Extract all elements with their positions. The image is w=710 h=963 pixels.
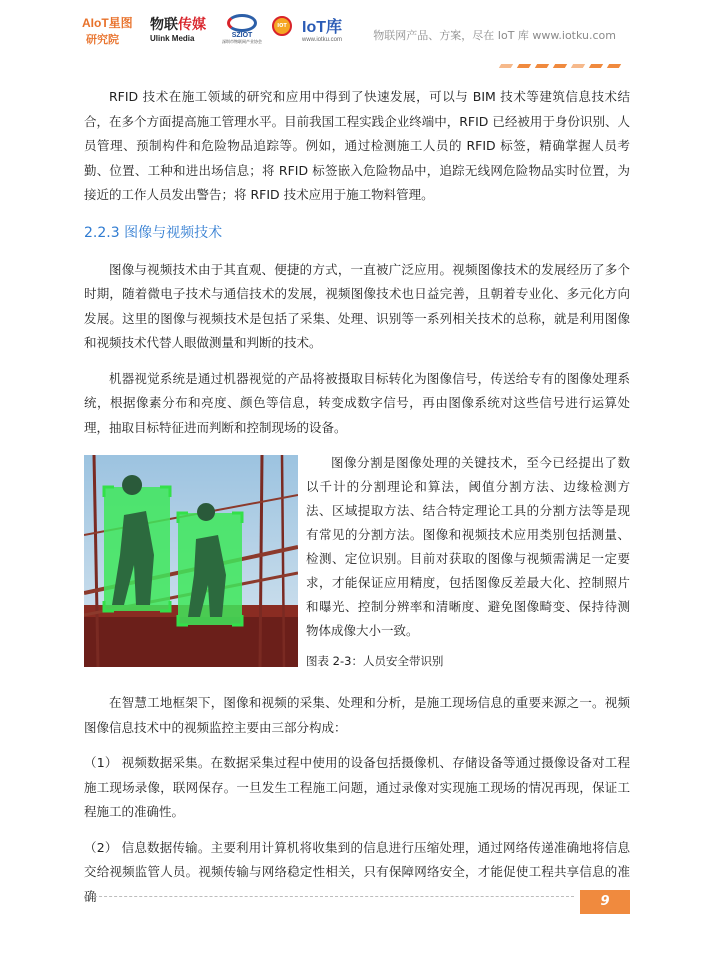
iotku-logo-url: www.iotku.com <box>302 37 343 43</box>
figure-caption: 图表 2-3：人员安全带识别 <box>306 654 444 668</box>
paragraph-rfid: RFID 技术在施工领域的研究和应用中得到了快速发展，可以与 BIM 技术等建筑信息技术结合，在多个方面提高施工管理水平。目前我国工程实践企业终端中，RFID 已经被用于身份识别、人员管理、预制构件和危险物品追踪等。例如，通过检测施工人员的 RFID 标签，精确掌握人员考勤、位置、工种和进出场信息；将 RFID 标签嵌入危险物品中，追踪无线网危险物品实时位置，为接近的工作人员发出警告；将 RFID 技术应用于施工物料管理。 <box>84 89 630 202</box>
ulink-logo-text-b: 传媒 <box>178 17 206 33</box>
list-item-text: 视频数据采集。在数据采集过程中使用的设备包括摄像机、存储设备等通过摄像设备对工程施工现场录像，联网保存。一旦发生工程施工问题，通过录像对实现施工现场的情况再现，保证工程施工的准确性。 <box>84 755 630 819</box>
page-number: 9 <box>580 890 630 914</box>
ulink-media-logo <box>150 14 210 43</box>
header-slogan: 物联网产品、方案，尽在 IoT 库 www.iotku.com <box>373 29 616 42</box>
round-badge-icon: IOT <box>272 16 292 36</box>
aiot-logo-subtitle: 研究院 <box>86 33 119 46</box>
paragraph-smart-site: 在智慧工地框架下，图像和视频的采集、处理和分析，是施工现场信息的重要来源之一。视频图像信息技术中的视频监控主要由三部分构成： <box>84 695 630 735</box>
sziot-logo-text: SZIOT <box>231 32 253 39</box>
aiot-logo <box>82 14 140 44</box>
paragraph-machine-vision: 机器视觉系统是通过机器视觉的产品将被摄取目标转化为图像信号，传送给专有的图像处理系统，根据像素分布和亮度、颜色等信息，转变成数字信号，再由图像系统对这些信号进行运算处理，抽取目标特征进而判断和控制现场的设备。 <box>84 370 630 435</box>
list-item-number: （1） <box>84 755 118 770</box>
page-header <box>0 0 710 60</box>
paragraph-segmentation: 图像分割是图像处理的关键技术，至今已经提出了数以千计的分割理论和算法，阈值分割方法、边缘检测方法、区域提取方法、结合特定理论工具的分割方法等是现有常见的分割方法。图像和视频技术应用类别包括测量、检测、定位识别。目前对获取的图像与视频需满足一定要求，才能保证应用精度，包括图像反差最大化、控制照片和曝光、控制分辨率和清晰度、避免图像畸变、保持待测物体成像大小一致。 <box>306 455 630 638</box>
sziot-logo <box>218 14 266 45</box>
section-heading: 2.2.3 图像与视频技术 <box>84 224 223 241</box>
figure-block <box>84 451 630 681</box>
safety-belt-photo <box>84 455 298 667</box>
aiot-logo-title: AIoT星图 <box>82 16 133 30</box>
header-stripes <box>500 53 626 57</box>
iotku-logo-text: IoT库 <box>302 19 342 36</box>
footer-divider <box>84 896 574 897</box>
list-item <box>84 836 630 910</box>
list-item-number: （2） <box>84 839 118 855</box>
paragraph-image-video: 图像与视频技术由于其直观、便捷的方式，一直被广泛应用。视频图像技术的发展经历了多个时期，随着微电子技术与通信技术的发展，视频图像技术也日益完善，且朝着专业化、多元化方向发展。这里的图像与视频技术是包括了采集、处理、识别等一系列相关技术的总称，就是利用图像和视频技术代替人眼做测量和判断的技术。 <box>84 261 630 350</box>
list-item-text: 信息数据传输。主要利用计算机将收集到的信息进行压缩处理，通过网络传递准确地将信息交给视频监管人员。视频传输与网络稳定性相关，只有保障网络安全，才能促使工程共享信息的准确 <box>84 839 630 904</box>
ulink-logo-text-a: 物联 <box>150 17 178 33</box>
ulink-logo-en: Ulink Media <box>150 34 195 43</box>
list-item <box>84 751 630 825</box>
page-content <box>84 85 630 909</box>
sziot-logo-sub: 深圳市物联网产业协会 <box>222 39 262 44</box>
float-text <box>306 451 630 643</box>
sziot-emblem-icon <box>227 14 257 32</box>
iotku-logo <box>302 14 350 43</box>
